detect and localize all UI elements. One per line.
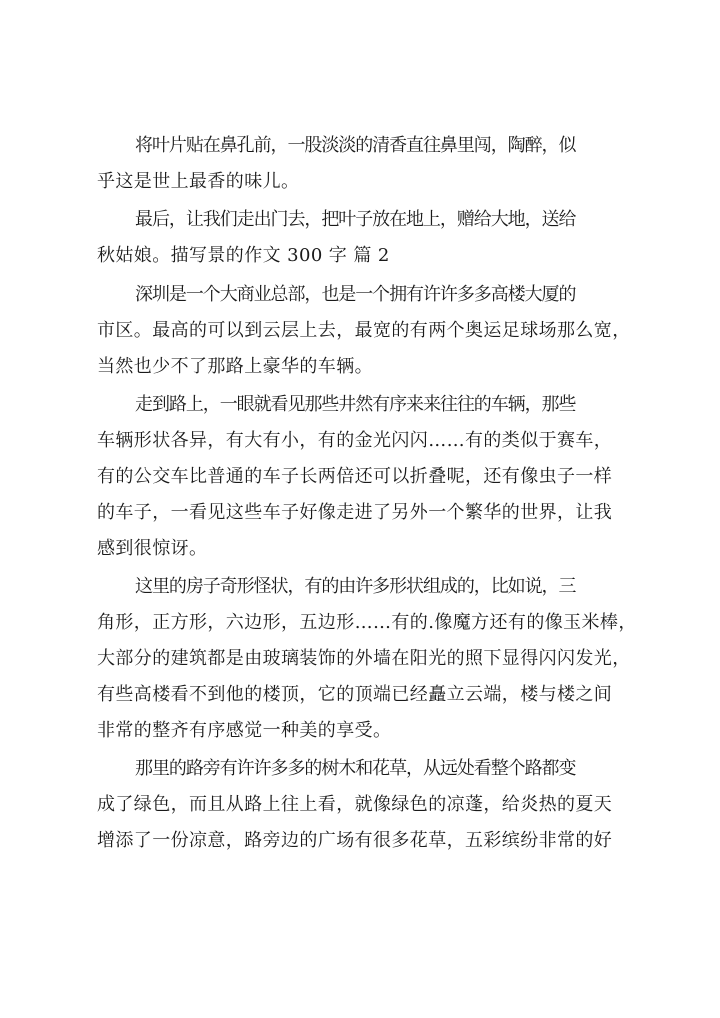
- text-line: 感到很惊讶。: [97, 537, 208, 559]
- text-line: 秋姑娘。描写景的作文 300 字 篇 2: [97, 245, 390, 267]
- text-line: 增添了一份凉意，路旁边的广场有很多花草，五彩缤纷非常的好: [97, 830, 613, 852]
- text-line: 将叶片贴在鼻孔前，一股淡淡的清香直往鼻里闯，陶醉，似: [135, 135, 576, 156]
- paragraph-6: [97, 751, 637, 859]
- text-line: 乎这是世上最香的味儿。: [97, 171, 300, 192]
- text-line: 角形，正方形，六边形，五边形……有的.像魔方还有的像玉米棒，: [97, 612, 637, 634]
- text-line: 那里的路旁有许许多多的树木和花草，从远处看整个路都变: [135, 758, 576, 780]
- paragraph-5: [97, 569, 637, 749]
- text-line: 有些高楼看不到他的楼顶，它的顶端已经矗立云端，楼与楼之间: [97, 684, 613, 706]
- text-line: 当然也少不了那路上豪华的车辆。: [97, 355, 373, 377]
- text-line: 有的公交车比普通的车子长两倍还可以折叠呢，还有像虫子一样: [97, 465, 613, 487]
- text-line: 走到路上，一眼就看见那些井然有序来来往往的车辆，那些: [135, 393, 576, 415]
- text-line: 车辆形状各异，有大有小，有的金光闪闪……有的类似于赛车，: [97, 429, 613, 451]
- text-line: 的车子，一看见这些车子好像走进了另外一个繁华的世界，让我: [97, 501, 613, 523]
- text-line: 这里的房子奇形怪状，有的由许多形状组成的，比如说，三: [135, 576, 576, 598]
- text-line: 非常的整齐有序感觉一种美的享受。: [97, 720, 392, 742]
- text-line: 市区。最高的可以到云层上去，最宽的有两个奥运足球场那么宽，: [97, 319, 631, 341]
- text-line: 最后，让我们走出门去，把叶子放在地上，赠给大地，送给: [135, 209, 576, 231]
- paragraph-1: [97, 128, 637, 200]
- text-line: 深圳是一个大商业总部，也是一个拥有许许多多高楼大厦的: [135, 283, 576, 305]
- paragraph-3: [97, 277, 637, 385]
- paragraph-4: [97, 387, 637, 567]
- paragraph-2: [97, 202, 637, 274]
- text-line: 成了绿色，而且从路上往上看，就像绿色的凉蓬，给炎热的夏天: [97, 794, 613, 816]
- document-body: [97, 128, 637, 862]
- text-line: 大部分的建筑都是由玻璃装饰的外墙在阳光的照下显得闪闪发光，: [97, 648, 631, 670]
